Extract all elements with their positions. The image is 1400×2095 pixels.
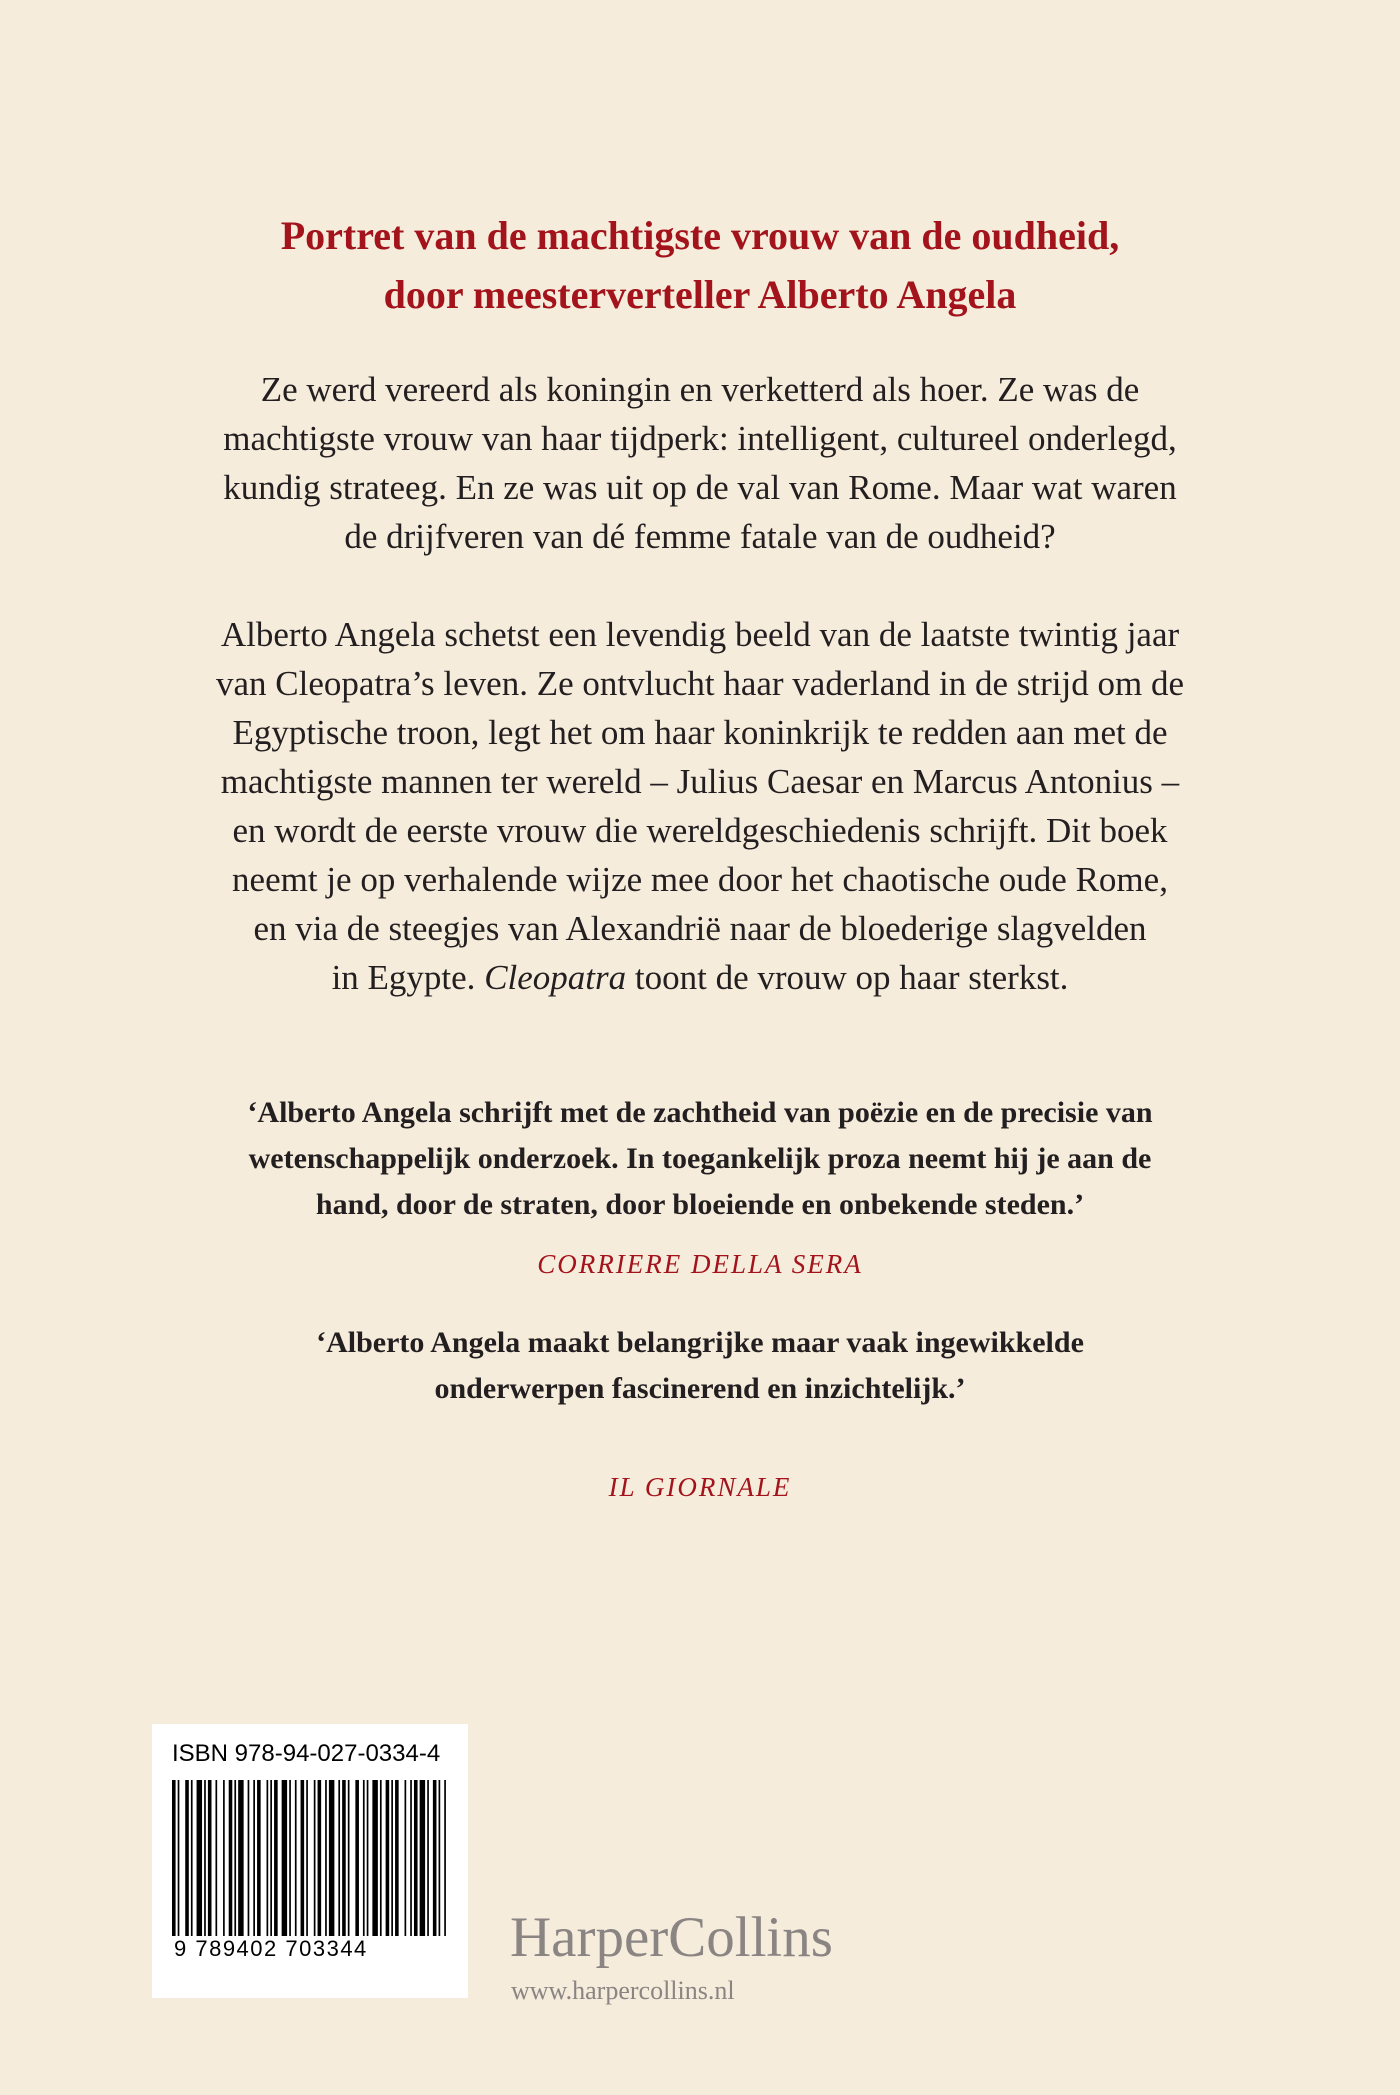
quote-line: wetenschappelijk onderzoek. In toegankelijk proza neemt hij je aan de: [248, 1142, 1152, 1175]
barcode-bar: [439, 1780, 441, 1936]
barcode-bar: [185, 1780, 189, 1936]
quote-line: ‘Alberto Angela maakt belangrijke maar vaak ingewikkelde: [316, 1326, 1084, 1359]
barcode-bar: [325, 1780, 327, 1936]
blurb-line: en wordt de eerste vrouw die wereldgeschiedenis schrijft. Dit boek: [232, 811, 1168, 850]
barcode-bar: [420, 1780, 425, 1936]
barcode-bar: [267, 1780, 269, 1936]
blurb-paragraph-1: [120, 365, 1280, 561]
review-quote-1: [120, 1090, 1280, 1228]
blurb-line: neemt je op verhalende wijze mee door het chaotische oude Rome,: [232, 860, 1168, 899]
barcode-bar: [363, 1780, 365, 1936]
barcode-bar: [342, 1780, 346, 1936]
barcode-bar: [223, 1780, 225, 1936]
barcode-bar: [306, 1780, 308, 1936]
barcode-bar: [433, 1780, 437, 1936]
barcode-bar: [338, 1780, 340, 1936]
headline-line-1: Portret van de machtigste vrouw van de oudheid,: [280, 213, 1120, 258]
barcode-bar: [405, 1780, 407, 1936]
barcode-bar: [191, 1780, 193, 1936]
barcode-bar: [386, 1780, 390, 1936]
publisher-website: www.harpercollins.nl: [511, 1976, 735, 2005]
publisher-logo: HarperCollins: [510, 1906, 833, 1969]
barcode-bar: [367, 1780, 369, 1936]
barcode-bar: [197, 1780, 202, 1936]
barcode-bar: [282, 1780, 287, 1936]
barcode-bar: [248, 1780, 250, 1936]
blurb-line: de drijfveren van dé femme fatale van de oudheid?: [344, 517, 1056, 556]
barcode-bar: [427, 1780, 429, 1936]
isbn-barcode: [152, 1724, 468, 1998]
isbn-label: ISBN 978-94-027-0334-4: [172, 1740, 441, 1767]
barcode-bar: [355, 1780, 359, 1936]
barcode-bar: [274, 1780, 278, 1936]
barcode-bar: [301, 1780, 305, 1936]
headline-line-2: door meesterverteller Alberto Angela: [383, 272, 1017, 317]
barcode-bar: [372, 1780, 377, 1936]
barcode-bar: [348, 1780, 350, 1936]
quote-line: hand, door de straten, door bloeiende en onbekende steden.’: [315, 1188, 1085, 1221]
barcode-bar: [270, 1780, 272, 1936]
barcode-bar: [234, 1780, 236, 1936]
blurb-line: Ze werd vereerd als koningin en verketterd als hoer. Ze was de: [260, 370, 1140, 409]
blurb-line: van Cleopatra’s leven. Ze ontvlucht haar vaderland in de strijd om de: [215, 664, 1185, 703]
blurb-text: toont de vrouw op haar sterkst.: [626, 958, 1069, 997]
quote-source-1: CORRIERE DELLA SERA: [537, 1249, 863, 1279]
barcode-bar: [172, 1780, 176, 1936]
barcode-bar: [329, 1780, 334, 1936]
blurb-line: machtigste mannen ter wereld – Julius Caesar en Marcus Antonius –: [220, 762, 1180, 801]
barcode-bar: [253, 1780, 255, 1936]
blurb-text: in Egypte.: [331, 958, 485, 997]
barcode-bar: [380, 1780, 382, 1936]
barcode-bar: [395, 1780, 399, 1936]
barcode-bar: [238, 1780, 243, 1936]
blurb-line: en via de steegjes van Alexandrië naar de bloederige slagvelden: [253, 909, 1147, 948]
barcode-bar: [229, 1780, 233, 1936]
blurb-line: kundig strateeg. En ze was uit op de val van Rome. Maar wat waren: [223, 468, 1177, 507]
blurb-line: machtigste vrouw van haar tijdperk: intelligent, cultureel onderlegd,: [223, 419, 1177, 458]
quote-source-2: IL GIORNALE: [608, 1472, 792, 1502]
headline: [0, 206, 1400, 324]
barcode-bar: [318, 1780, 322, 1936]
barcode-bar: [444, 1780, 446, 1936]
barcode-bar: [314, 1780, 316, 1936]
quote-line: ‘Alberto Angela schrijft met de zachtheid van poëzie en de precisie van: [247, 1096, 1153, 1129]
barcode-digits: 9 789402 703344: [174, 1936, 368, 1961]
blurb-line: Alberto Angela schetst een levendig beeld van de laatste twintig jaar: [220, 615, 1180, 654]
barcode-bar: [204, 1780, 206, 1936]
barcode-bar: [289, 1780, 291, 1936]
barcode-bar: [208, 1780, 212, 1936]
barcode-bar: [178, 1780, 180, 1936]
barcode-bar: [257, 1780, 261, 1936]
book-title-italic: Cleopatra: [484, 958, 627, 997]
review-quote-2: [120, 1320, 1280, 1412]
blurb-paragraph-2: [120, 610, 1280, 1002]
blurb-line: Egyptische troon, legt het om haar koninkrijk te redden aan met de: [232, 713, 1168, 752]
barcode-bar: [295, 1780, 297, 1936]
blurb-last-line: [120, 953, 1280, 1002]
barcode-bar: [215, 1780, 217, 1936]
barcode-bar: [391, 1780, 393, 1936]
barcode-bar: [414, 1780, 418, 1936]
barcode-bars: [172, 1780, 448, 1936]
quote-line: onderwerpen fascinerend en inzichtelijk.’: [434, 1372, 966, 1405]
barcode-bar: [410, 1780, 412, 1936]
